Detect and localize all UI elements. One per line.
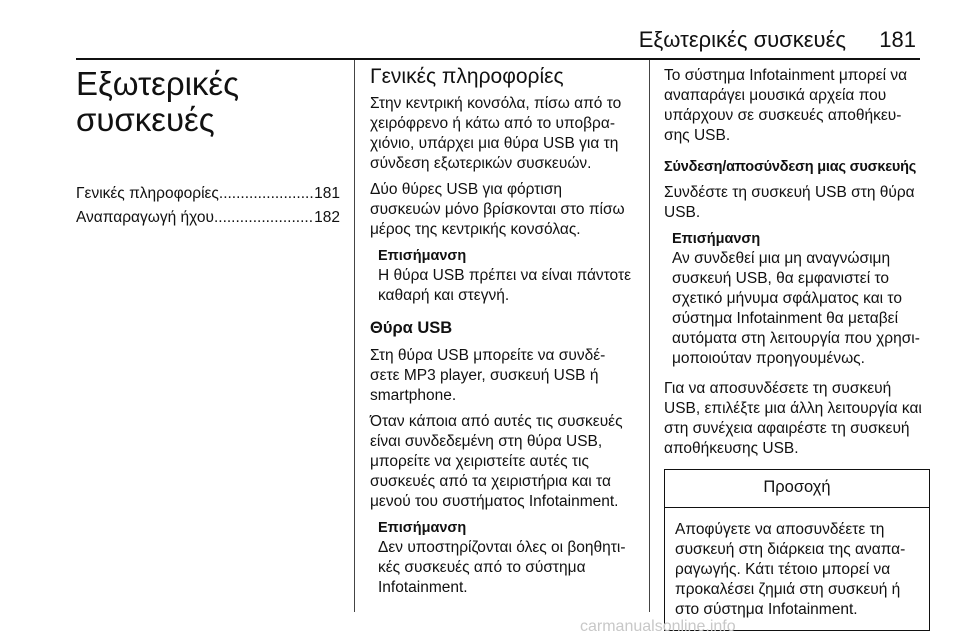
toc-label: Γενικές πληροφορίες bbox=[76, 185, 219, 202]
page-number: 181 bbox=[879, 27, 916, 52]
subheading-connect-disconnect: Σύνδεση/αποσύνδεση μιας συσκευής bbox=[664, 159, 917, 175]
note-title: Επισήμανση bbox=[378, 248, 467, 264]
right-column bbox=[664, 60, 926, 631]
toc-page: 182 bbox=[314, 209, 340, 226]
paragraph: Στη θύρα USB μπορείτε να συνδέ- σετε MP3 player, συσκευή USB ή smartphone. bbox=[370, 347, 606, 404]
caution-title: Προσοχή bbox=[665, 470, 929, 508]
column-divider-left bbox=[354, 60, 355, 612]
paragraph: Στην κεντρική κονσόλα, πίσω από το χειρόφρενο ή κάτω από το υποβρα- χιόνιο, υπάρχει μια θύρα USB για τη σύνδεση εξωτερικών συσκευών. bbox=[370, 95, 622, 172]
toc-label: Αναπαραγωγή ήχου bbox=[76, 209, 214, 226]
subheading-usb-port: Θύρα USB bbox=[370, 319, 453, 337]
paragraph: Δύο θύρες USB για φόρτιση συσκευών μόνο βρίσκονται στο πίσω μέρος της κεντρικής κονσόλας. bbox=[370, 181, 625, 238]
left-column bbox=[76, 60, 340, 230]
watermark: carmanualsonline.info bbox=[580, 618, 736, 635]
table-of-contents bbox=[76, 182, 340, 230]
paragraph: Όταν κάποια από αυτές τις συσκευές είναι συνδεδεμένη στη θύρα USB, μπορείτε να χειριστείτε αυτές τις συσκευές από τα χειριστήρια και τα μενού του συστήματος Infotainment. bbox=[370, 413, 623, 510]
note-box bbox=[378, 518, 636, 598]
section-heading-general-info: Γενικές πληροφορίες bbox=[370, 65, 564, 88]
page-header bbox=[0, 27, 960, 55]
column-divider-right bbox=[649, 60, 650, 612]
toc-leader bbox=[219, 182, 314, 206]
paragraph: Για να αποσυνδέσετε τη συσκευή USB, επιλέξτε μια άλλη λειτουργία και στη συνέχεια αφαιρέστε τη συσκευή αποθήκευσης USB. bbox=[664, 380, 922, 457]
running-title: Εξωτερικές συσκευές bbox=[638, 27, 846, 52]
note-text: Δεν υποστηρίζονται όλες οι βοηθητι- κές συσκευές από το σύστημα Infotainment. bbox=[378, 539, 626, 596]
toc-page: 181 bbox=[314, 185, 340, 202]
note-title: Επισήμανση bbox=[378, 520, 467, 536]
note-box bbox=[378, 246, 636, 306]
paragraph: Το σύστημα Infotainment μπορεί να αναπαράγει μουσικά αρχεία που υπάρχουν σε συσκευές αποθήκευ- σης USB. bbox=[664, 67, 908, 144]
note-text: Η θύρα USB πρέπει να είναι πάντοτε καθαρή και στεγνή. bbox=[378, 267, 631, 304]
note-title: Επισήμανση bbox=[672, 231, 761, 247]
toc-entry-general-info[interactable] bbox=[76, 182, 340, 206]
caution-box bbox=[664, 469, 930, 631]
toc-leader bbox=[214, 206, 314, 230]
note-text: Αν συνδεθεί μια μη αναγνώσιμη συσκευή USB, θα εμφανιστεί το σχετικό μήνυμα σφάλματος και το σύστημα Infotainment θα μεταβεί αυτόματα στη λειτουργία που χρησι- μοποιούταν προηγουμένως. bbox=[672, 250, 920, 367]
toc-entry-audio-playback[interactable] bbox=[76, 206, 340, 230]
middle-column bbox=[370, 60, 636, 608]
caution-text: Αποφύγετε να αποσυνδέετε τη συσκευή στη διάρκεια της αναπα- ραγωγής. Κάτι τέτοιο μπορεί να προκαλέσει ζημιά στη συσκευή ή στο σύστημα Infotainment. bbox=[675, 521, 906, 618]
note-box bbox=[672, 229, 926, 369]
paragraph: Συνδέστε τη συσκευή USB στη θύρα USB. bbox=[664, 184, 915, 221]
chapter-title: Εξωτερικές συσκευές bbox=[76, 65, 240, 138]
